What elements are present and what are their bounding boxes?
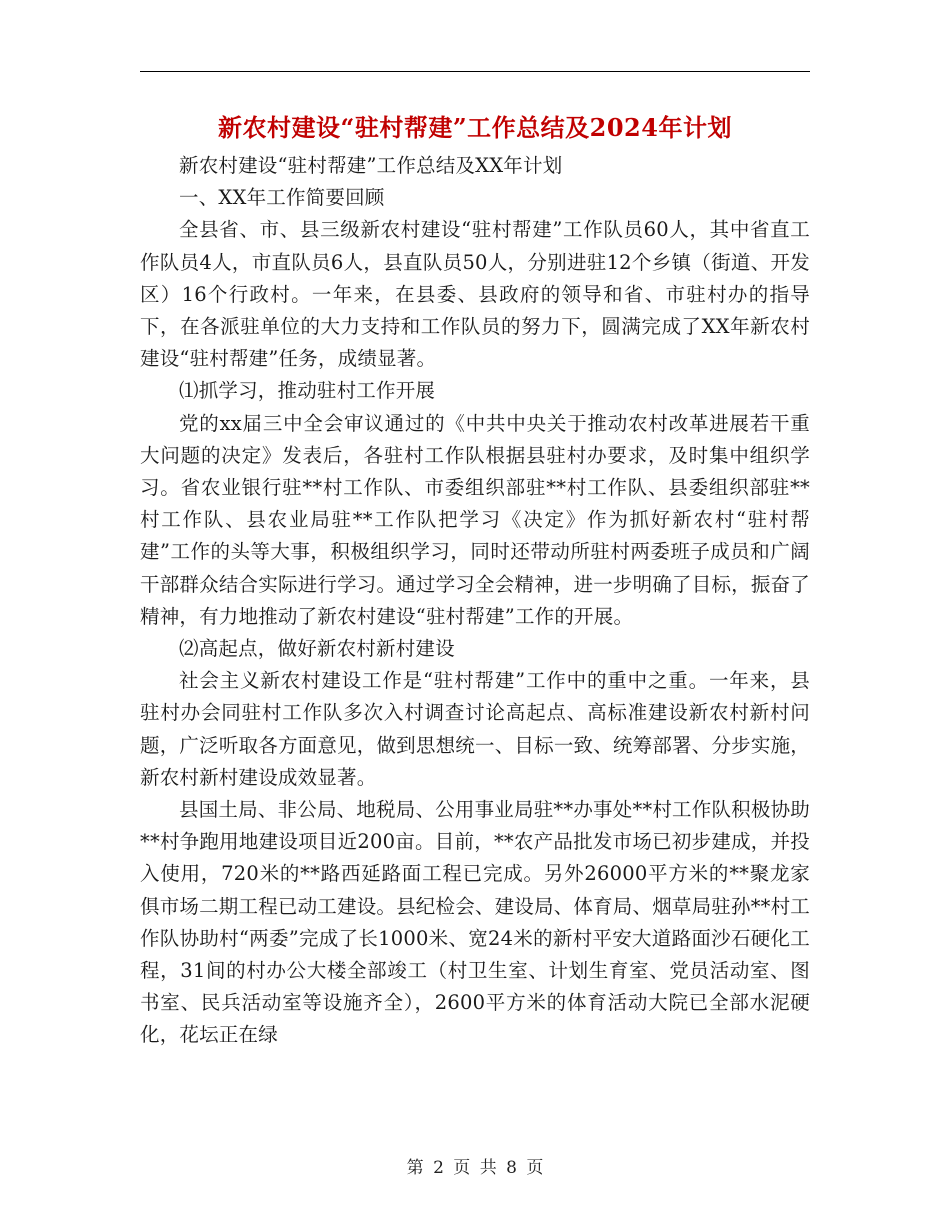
section-heading: 一、XX年工作简要回顾 (179, 186, 385, 210)
page-footer: 第 2 页 共 8 页 (406, 1158, 544, 1178)
body-paragraph: 社会主义新农村建设工作是“驻村帮建”工作中的重中之重。一年来，县驻村办会同驻村工作队多次入村调查讨论高起点、高标准建设新农村新村问题，广泛听取各方面意见，做到思想统一、目标一致、统筹部署、分步实施，新农村新村建设成效显著。 (140, 669, 810, 789)
subtitle-paragraph: 新农村建设“驻村帮建”工作总结及XX年计划 (179, 154, 563, 177)
body-paragraph: 党的xx届三中全会审议通过的《中共中央关于推动农村改革进展若干重大问题的决定》发表后，各驻村工作队根据县驻村办要求，及时集中组织学习。省农业银行驻**村工作队、市委组织部驻**村工作队、县委组织部驻**村工作队、县农业局驻**工作队把学习《决定》作为抓好新农村“驻村帮建”工作的头等大事，积极组织学习，同时还带动所驻村两委班子成员和广阔干部群众结合实际进行学习。通过学习全会精神，进一步明确了目标，振奋了精神，有力地推动了新农村建设“驻村帮建”工作的开展。 (140, 411, 810, 628)
body-paragraph: 全县省、市、县三级新农村建设“驻村帮建”工作队员60人，其中省直工作队员4人，市直队员6人，县直队员50人，分别进驻12个乡镇（街道、开发区）16个行政村。一年来，在县委、县政府的领导和省、市驻村办的指导下，在各派驻单位的大力支持和工作队员的努力下，圆满完成了XX年新农村建设“驻村帮建”任务，成绩显著。 (140, 218, 810, 371)
document-title: 新农村建设“驻村帮建”工作总结及2024年计划 (218, 113, 732, 142)
subsection-heading: ⑵高起点，做好新农村新村建设 (179, 637, 455, 661)
body-paragraph: 县国土局、非公局、地税局、公用事业局驻**办事处**村工作队积极协助**村争跑用地建设项目近200亩。目前，**农产品批发市场已初步建成，并投入使用，720米的**路西延路面工程已完成。另外26000平方米的**聚龙家俱市场二期工程已动工建设。县纪检会、建设局、体育局、烟草局驻孙**村工作队协助村“两委”完成了长1000米、宽24米的新村平安大道路面沙石硬化工程，31间的村办公大楼全部竣工（村卫生室、计划生育室、党员活动室、图书室、民兵活动室等设施齐全），2600平方米的体育活动大院已全部水泥硬化，花坛正在绿 (140, 798, 811, 1047)
subsection-heading: ⑴抓学习，推动驻村工作开展 (179, 379, 436, 403)
document-body (140, 150, 810, 1052)
header-rule (140, 71, 810, 72)
